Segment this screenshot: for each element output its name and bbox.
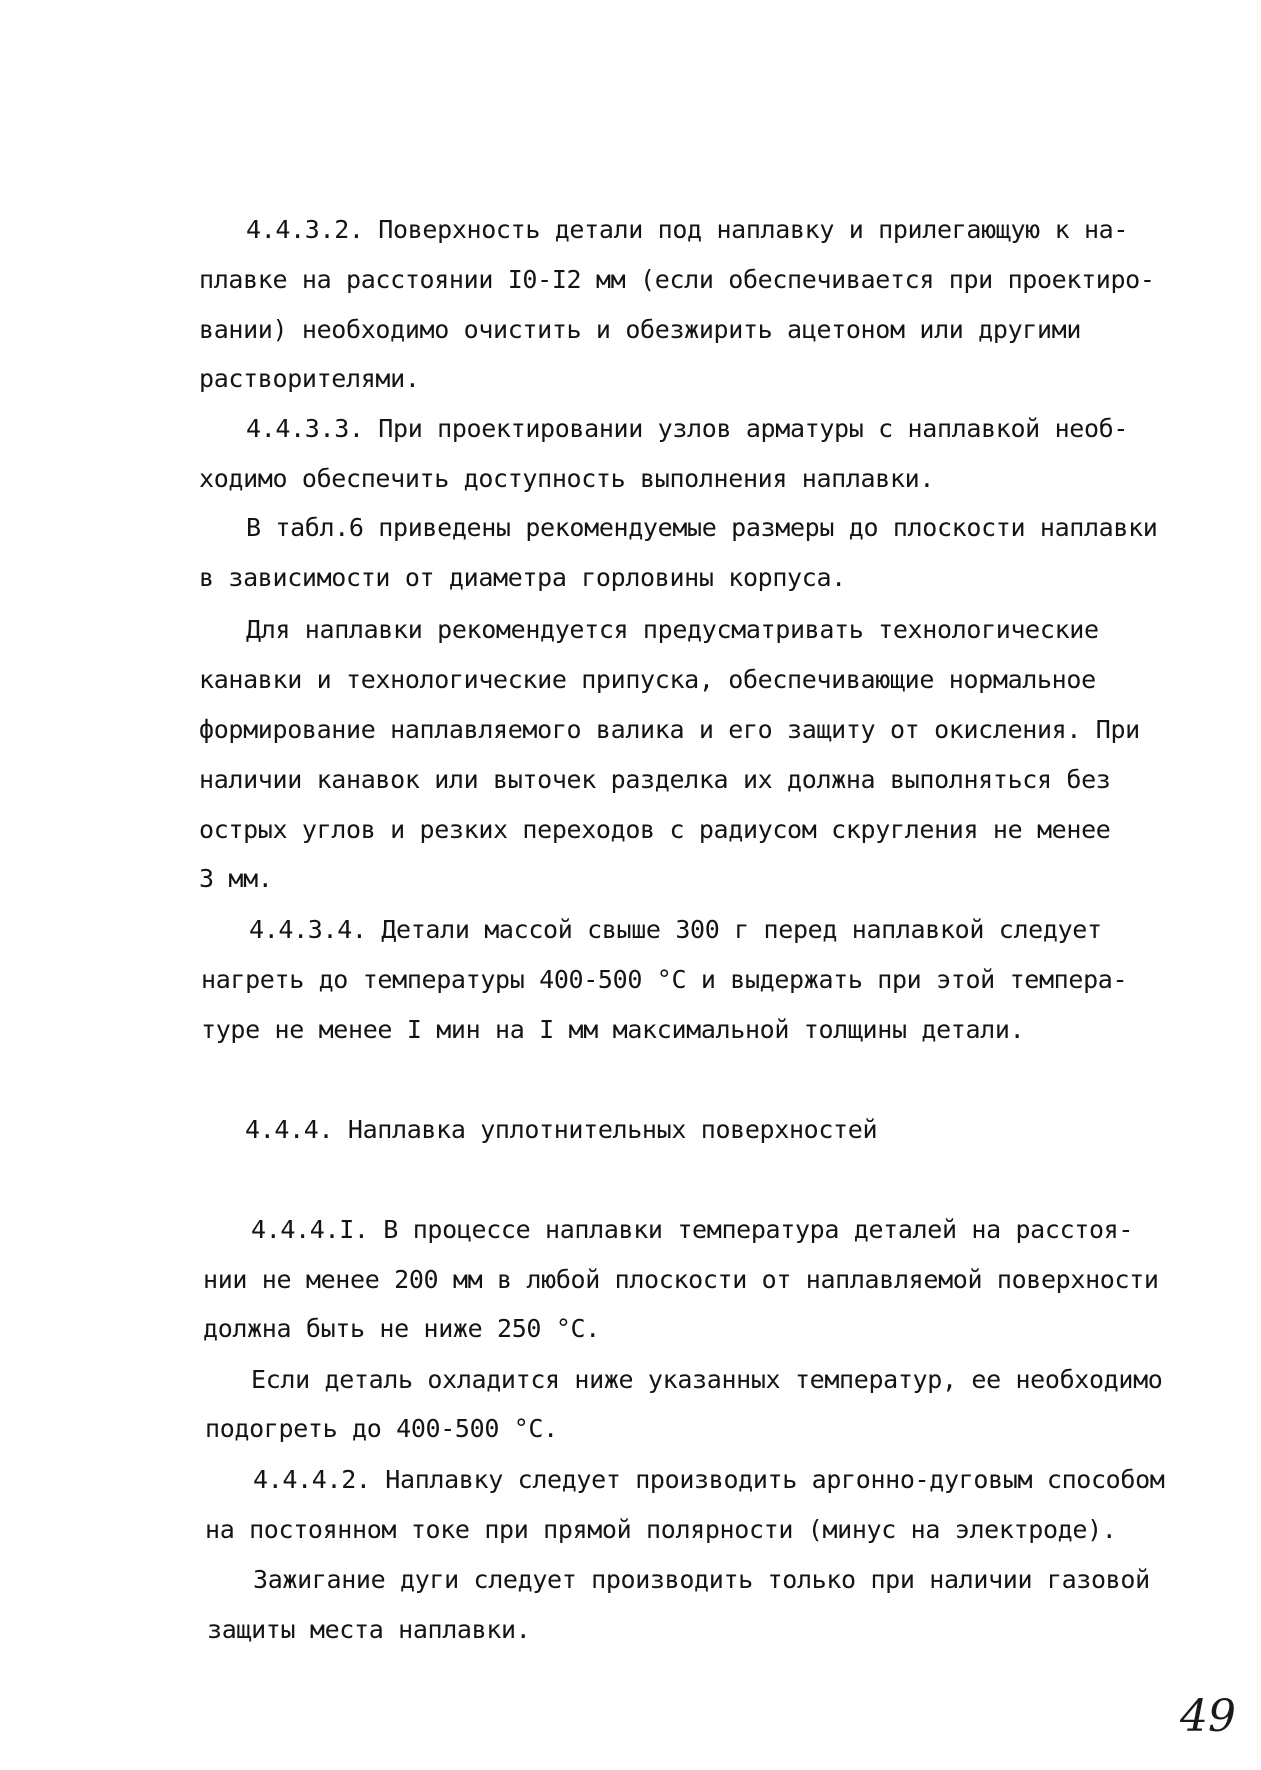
text-line: растворителями. — [199, 364, 420, 393]
text-line: должна быть не ниже 250 °С. — [203, 1314, 600, 1343]
text-line: вании) необходимо очистить и обезжирить ацетоном или другими — [199, 315, 1082, 344]
text-line: канавки и технологические припуска, обеспечивающие нормальное — [199, 665, 1096, 694]
page-number: 49 — [1180, 1691, 1236, 1742]
text-line: подогреть до 400-500 °С. — [205, 1414, 558, 1443]
text-line: Если деталь охладится ниже указанных температур, ее необходимо — [251, 1365, 1163, 1394]
text-line: защиты места наплавки. — [207, 1615, 531, 1644]
text-line: Для наплавки рекомендуется предусматривать технологические — [246, 615, 1099, 644]
text-line: формирование наплавляемого валика и его защиту от окисления. При — [199, 715, 1140, 744]
text-line: ходимо обеспечить доступность выполнения наплавки. — [199, 464, 935, 493]
text-line: 4.4.3.3. При проектировании узлов арматуры с наплавкой необ- — [246, 414, 1129, 443]
text-line: острых углов и резких переходов с радиусом скругления не менее — [199, 815, 1111, 844]
text-line: В табл.6 приведены рекомендуемые размеры до плоскости наплавки — [246, 513, 1158, 542]
text-line: в зависимости от диаметра горловины корпуса. — [199, 563, 846, 592]
text-line: 4.4.4.I. В процессе наплавки температура деталей на расстоя- — [251, 1215, 1134, 1244]
text-line: 4.4.3.2. Поверхность детали под наплавку и прилегающую к на- — [246, 215, 1129, 244]
text-line: на постоянном токе при прямой полярности (минус на электроде). — [205, 1515, 1117, 1544]
text-line: 4.4.4.2. Наплавку следует производить аргонно-дуговым способом — [253, 1465, 1165, 1494]
text-line: туре не менее I мин на I мм максимальной толщины детали. — [201, 1015, 1025, 1044]
text-line: плавке на расстоянии I0-I2 мм (если обеспечивается при проектиро- — [199, 265, 1155, 294]
text-line: 4.4.3.4. Детали массой свыше 300 г перед наплавкой следует — [249, 915, 1102, 944]
text-line: наличии канавок или выточек разделка их должна выполняться без — [199, 765, 1111, 794]
text-line: нии не менее 200 мм в любой плоскости от наплавляемой поверхности — [203, 1265, 1159, 1294]
text-line: нагреть до температуры 400-500 °С и выдержать при этой темпера- — [201, 965, 1128, 994]
text-line: 3 мм. — [199, 864, 273, 893]
section-heading: 4.4.4. Наплавка уплотнительных поверхностей — [245, 1115, 878, 1144]
text-line: Зажигание дуги следует производить только при наличии газовой — [253, 1565, 1150, 1594]
